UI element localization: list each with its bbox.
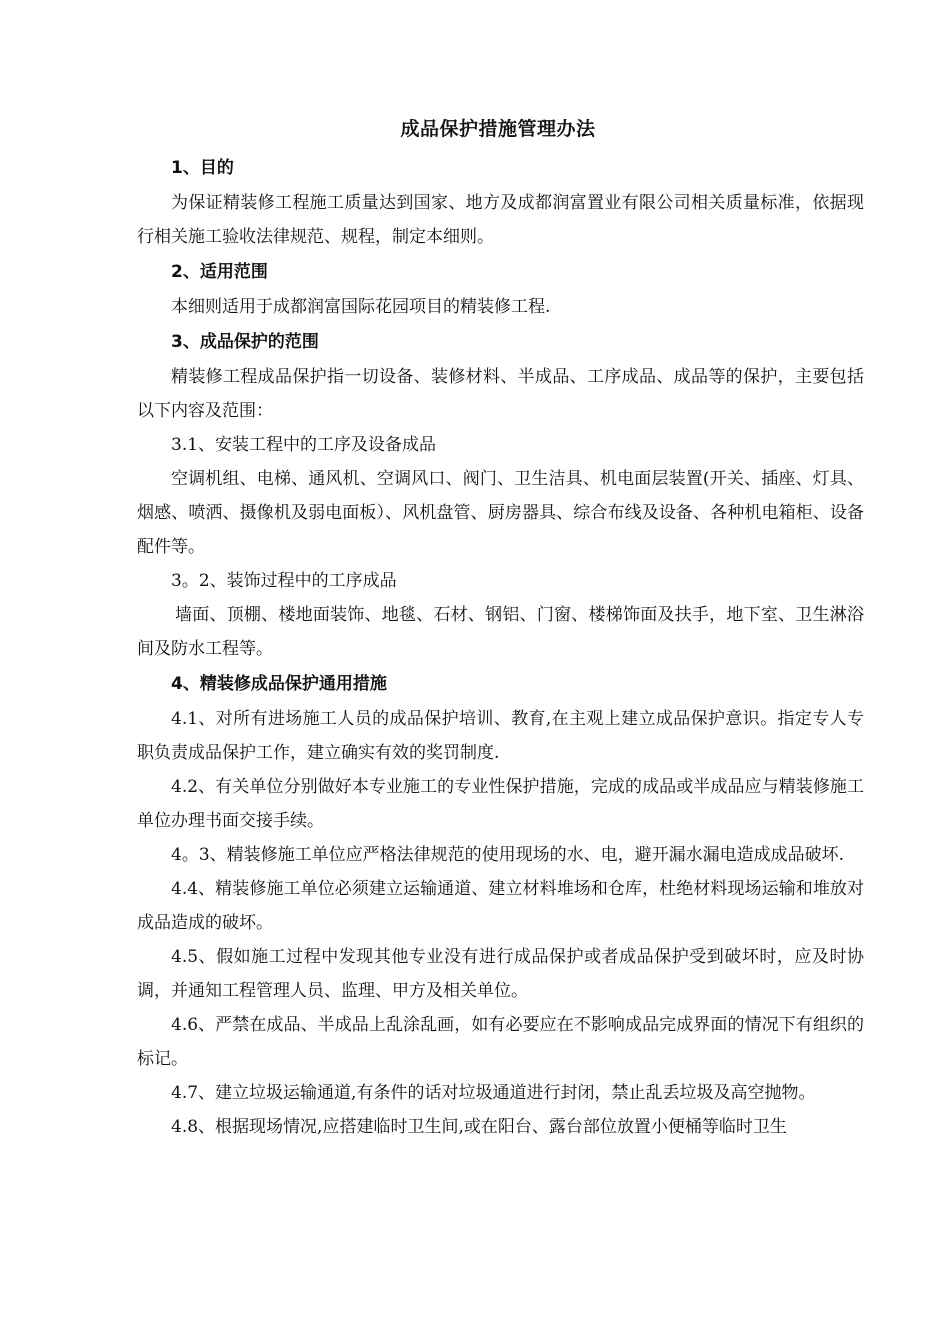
paragraph-scope: 本细则适用于成都润富国际花园项目的精装修工程. — [171, 297, 551, 317]
paragraph-4-1: 4.1、对所有进场施工人员的成品保护培训、教育,在主观上建立成品保护意识。指定专人专职负责成品保护工作，建立确实有效的奖罚制度. — [137, 709, 864, 763]
subsection-heading-3-2: 3。2、装饰过程中的工序成品 — [171, 571, 397, 591]
paragraph-4-2: 4.2、有关单位分别做好本专业施工的专业性保护措施，完成的成品或半成品应与精装修施工单位办理书面交接手续。 — [137, 777, 864, 831]
paragraph-4-3: 4。3、精装修施工单位应严格法律规范的使用现场的水、电，避开漏水漏电造成成品破坏. — [171, 845, 845, 865]
document-title: 成品保护措施管理办法 — [400, 118, 596, 140]
paragraph-4-8: 4.8、根据现场情况,应搭建临时卫生间,或在阳台、露台部位放置小便桶等临时卫生 — [171, 1117, 787, 1137]
paragraph-protection-range: 精装修工程成品保护指一切设备、装修材料、半成品、工序成品、成品等的保护，主要包括以下内容及范围： — [137, 367, 864, 421]
section-heading-protection-range: 3、成品保护的范围 — [171, 332, 319, 352]
section-heading-purpose: 1、目的 — [171, 158, 234, 178]
paragraph-4-5: 4.5、假如施工过程中发现其他专业没有进行成品保护或者成品保护受到破坏时，应及时协调，并通知工程管理人员、监理、甲方及相关单位。 — [137, 947, 864, 1001]
paragraph-3-1: 空调机组、电梯、通风机、空调风口、阀门、卫生洁具、机电面层装置(开关、插座、灯具、烟感、喷洒、摄像机及弱电面板）、风机盘管、厨房器具、综合布线及设备、各种机电箱柜、设备配件等。 — [137, 469, 864, 557]
paragraph-4-6: 4.6、严禁在成品、半成品上乱涂乱画，如有必要应在不影响成品完成界面的情况下有组织的标记。 — [137, 1015, 864, 1069]
subsection-heading-3-1: 3.1、安装工程中的工序及设备成品 — [171, 435, 437, 455]
paragraph-purpose: 为保证精装修工程施工质量达到国家、地方及成都润富置业有限公司相关质量标准，依据现行相关施工验收法律规范、规程，制定本细则。 — [137, 193, 864, 247]
paragraph-4-7: 4.7、建立垃圾运输通道,有条件的话对垃圾通道进行封闭，禁止乱丢垃圾及高空抛物。 — [171, 1083, 816, 1103]
section-heading-scope: 2、适用范围 — [171, 262, 268, 282]
section-heading-general-measures: 4、精装修成品保护通用措施 — [171, 674, 387, 694]
document-body — [137, 150, 864, 1144]
paragraph-4-4: 4.4、精装修施工单位必须建立运输通道、建立材料堆场和仓库，杜绝材料现场运输和堆放对成品造成的破坏。 — [137, 879, 864, 933]
paragraph-3-2: 墙面、顶棚、楼地面装饰、地毯、石材、钢铝、门窗、楼梯饰面及扶手，地下室、卫生淋浴间及防水工程等。 — [137, 605, 864, 659]
